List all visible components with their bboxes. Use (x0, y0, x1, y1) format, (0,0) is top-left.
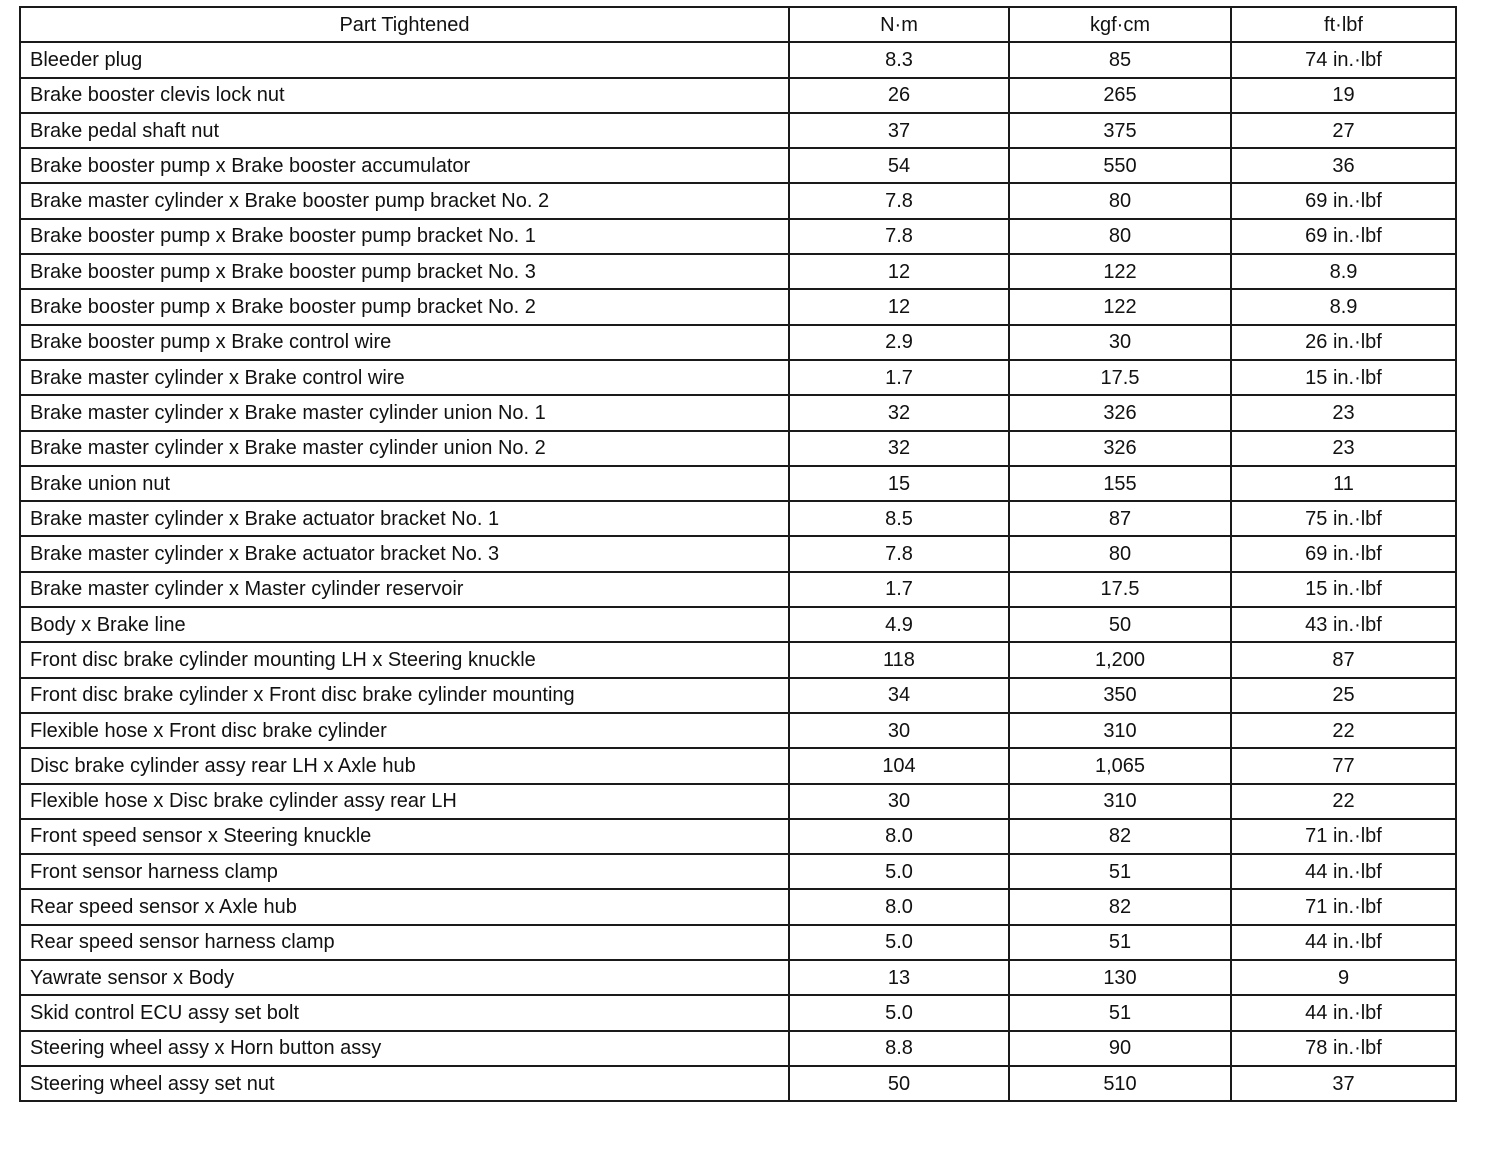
cell-kgf-cm: 51 (1009, 995, 1231, 1030)
table-row (20, 254, 1456, 289)
table-row (20, 183, 1456, 218)
cell-part-tightened: Brake union nut (20, 466, 789, 501)
cell-part-tightened: Front speed sensor x Steering knuckle (20, 819, 789, 854)
cell-ft-lbf: 9 (1231, 960, 1456, 995)
cell-ft-lbf: 8.9 (1231, 254, 1456, 289)
cell-ft-lbf: 44 in.·lbf (1231, 925, 1456, 960)
cell-kgf-cm: 51 (1009, 925, 1231, 960)
table-row (20, 889, 1456, 924)
cell-part-tightened: Flexible hose x Front disc brake cylinder (20, 713, 789, 748)
table-row (20, 713, 1456, 748)
cell-ft-lbf: 19 (1231, 78, 1456, 113)
cell-ft-lbf: 15 in.·lbf (1231, 572, 1456, 607)
cell-ft-lbf: 23 (1231, 431, 1456, 466)
table-row (20, 748, 1456, 783)
cell-kgf-cm: 122 (1009, 289, 1231, 324)
cell-part-tightened: Bleeder plug (20, 42, 789, 77)
cell-kgf-cm: 82 (1009, 819, 1231, 854)
cell-newton-meter: 7.8 (789, 219, 1009, 254)
header-part-tightened: Part Tightened (20, 7, 789, 42)
cell-ft-lbf: 71 in.·lbf (1231, 889, 1456, 924)
cell-kgf-cm: 50 (1009, 607, 1231, 642)
table-row (20, 466, 1456, 501)
table-row (20, 42, 1456, 77)
cell-part-tightened: Brake booster pump x Brake booster pump bracket No. 1 (20, 219, 789, 254)
cell-newton-meter: 15 (789, 466, 1009, 501)
cell-newton-meter: 8.0 (789, 819, 1009, 854)
cell-kgf-cm: 326 (1009, 431, 1231, 466)
cell-ft-lbf: 37 (1231, 1066, 1456, 1101)
table-row (20, 289, 1456, 324)
cell-newton-meter: 34 (789, 678, 1009, 713)
cell-kgf-cm: 51 (1009, 854, 1231, 889)
cell-part-tightened: Brake master cylinder x Brake control wire (20, 360, 789, 395)
cell-part-tightened: Disc brake cylinder assy rear LH x Axle hub (20, 748, 789, 783)
cell-kgf-cm: 17.5 (1009, 572, 1231, 607)
cell-part-tightened: Flexible hose x Disc brake cylinder assy rear LH (20, 784, 789, 819)
cell-ft-lbf: 69 in.·lbf (1231, 219, 1456, 254)
cell-newton-meter: 2.9 (789, 325, 1009, 360)
cell-newton-meter: 118 (789, 642, 1009, 677)
cell-kgf-cm: 1,065 (1009, 748, 1231, 783)
cell-kgf-cm: 155 (1009, 466, 1231, 501)
cell-part-tightened: Front sensor harness clamp (20, 854, 789, 889)
cell-kgf-cm: 17.5 (1009, 360, 1231, 395)
table-row (20, 148, 1456, 183)
cell-kgf-cm: 90 (1009, 1031, 1231, 1066)
cell-kgf-cm: 30 (1009, 325, 1231, 360)
cell-part-tightened: Brake booster pump x Brake booster pump bracket No. 2 (20, 289, 789, 324)
cell-ft-lbf: 11 (1231, 466, 1456, 501)
cell-ft-lbf: 75 in.·lbf (1231, 501, 1456, 536)
cell-part-tightened: Brake booster pump x Brake booster accumulator (20, 148, 789, 183)
cell-part-tightened: Brake master cylinder x Brake actuator bracket No. 1 (20, 501, 789, 536)
cell-part-tightened: Rear speed sensor harness clamp (20, 925, 789, 960)
cell-part-tightened: Brake master cylinder x Brake master cylinder union No. 2 (20, 431, 789, 466)
cell-newton-meter: 30 (789, 713, 1009, 748)
cell-kgf-cm: 87 (1009, 501, 1231, 536)
cell-kgf-cm: 550 (1009, 148, 1231, 183)
table-header-row (20, 7, 1456, 42)
cell-kgf-cm: 510 (1009, 1066, 1231, 1101)
cell-kgf-cm: 122 (1009, 254, 1231, 289)
cell-kgf-cm: 350 (1009, 678, 1231, 713)
cell-ft-lbf: 8.9 (1231, 289, 1456, 324)
cell-part-tightened: Steering wheel assy x Horn button assy (20, 1031, 789, 1066)
cell-part-tightened: Yawrate sensor x Body (20, 960, 789, 995)
table-row (20, 678, 1456, 713)
cell-ft-lbf: 22 (1231, 784, 1456, 819)
cell-newton-meter: 104 (789, 748, 1009, 783)
cell-newton-meter: 8.3 (789, 42, 1009, 77)
table-row (20, 854, 1456, 889)
cell-newton-meter: 8.5 (789, 501, 1009, 536)
table-row (20, 607, 1456, 642)
cell-newton-meter: 5.0 (789, 854, 1009, 889)
cell-ft-lbf: 74 in.·lbf (1231, 42, 1456, 77)
cell-part-tightened: Body x Brake line (20, 607, 789, 642)
table-row (20, 925, 1456, 960)
cell-newton-meter: 4.9 (789, 607, 1009, 642)
cell-ft-lbf: 22 (1231, 713, 1456, 748)
cell-newton-meter: 13 (789, 960, 1009, 995)
table-row (20, 431, 1456, 466)
table-row (20, 960, 1456, 995)
cell-kgf-cm: 375 (1009, 113, 1231, 148)
cell-part-tightened: Rear speed sensor x Axle hub (20, 889, 789, 924)
cell-part-tightened: Front disc brake cylinder mounting LH x Steering knuckle (20, 642, 789, 677)
cell-newton-meter: 30 (789, 784, 1009, 819)
cell-newton-meter: 12 (789, 254, 1009, 289)
table-row (20, 1066, 1456, 1101)
cell-part-tightened: Brake master cylinder x Brake actuator bracket No. 3 (20, 536, 789, 571)
header-kgf-cm: kgf·cm (1009, 7, 1231, 42)
cell-ft-lbf: 36 (1231, 148, 1456, 183)
cell-kgf-cm: 80 (1009, 183, 1231, 218)
cell-newton-meter: 54 (789, 148, 1009, 183)
cell-ft-lbf: 44 in.·lbf (1231, 854, 1456, 889)
cell-ft-lbf: 78 in.·lbf (1231, 1031, 1456, 1066)
cell-kgf-cm: 80 (1009, 536, 1231, 571)
cell-ft-lbf: 23 (1231, 395, 1456, 430)
table-row (20, 819, 1456, 854)
cell-newton-meter: 7.8 (789, 183, 1009, 218)
cell-ft-lbf: 77 (1231, 748, 1456, 783)
cell-ft-lbf: 71 in.·lbf (1231, 819, 1456, 854)
torque-specification-table (19, 6, 1457, 1102)
table-row (20, 995, 1456, 1030)
cell-ft-lbf: 87 (1231, 642, 1456, 677)
cell-ft-lbf: 69 in.·lbf (1231, 183, 1456, 218)
cell-newton-meter: 50 (789, 1066, 1009, 1101)
cell-part-tightened: Brake master cylinder x Master cylinder reservoir (20, 572, 789, 607)
table-row (20, 219, 1456, 254)
cell-ft-lbf: 15 in.·lbf (1231, 360, 1456, 395)
cell-ft-lbf: 26 in.·lbf (1231, 325, 1456, 360)
header-ft-lbf: ft·lbf (1231, 7, 1456, 42)
cell-newton-meter: 1.7 (789, 572, 1009, 607)
table-row (20, 642, 1456, 677)
cell-ft-lbf: 43 in.·lbf (1231, 607, 1456, 642)
cell-kgf-cm: 1,200 (1009, 642, 1231, 677)
cell-kgf-cm: 310 (1009, 784, 1231, 819)
table-row (20, 325, 1456, 360)
cell-part-tightened: Brake booster pump x Brake control wire (20, 325, 789, 360)
table-row (20, 1031, 1456, 1066)
table-row (20, 395, 1456, 430)
cell-part-tightened: Brake master cylinder x Brake booster pump bracket No. 2 (20, 183, 789, 218)
cell-kgf-cm: 80 (1009, 219, 1231, 254)
cell-newton-meter: 5.0 (789, 995, 1009, 1030)
cell-newton-meter: 8.8 (789, 1031, 1009, 1066)
cell-part-tightened: Steering wheel assy set nut (20, 1066, 789, 1101)
cell-kgf-cm: 130 (1009, 960, 1231, 995)
cell-ft-lbf: 44 in.·lbf (1231, 995, 1456, 1030)
table-row (20, 501, 1456, 536)
cell-newton-meter: 12 (789, 289, 1009, 324)
table-body (20, 42, 1456, 1101)
cell-newton-meter: 37 (789, 113, 1009, 148)
cell-part-tightened: Skid control ECU assy set bolt (20, 995, 789, 1030)
table-row (20, 113, 1456, 148)
table-row (20, 784, 1456, 819)
table-row (20, 572, 1456, 607)
cell-kgf-cm: 326 (1009, 395, 1231, 430)
cell-part-tightened: Brake booster clevis lock nut (20, 78, 789, 113)
cell-kgf-cm: 85 (1009, 42, 1231, 77)
cell-newton-meter: 8.0 (789, 889, 1009, 924)
cell-ft-lbf: 69 in.·lbf (1231, 536, 1456, 571)
cell-ft-lbf: 25 (1231, 678, 1456, 713)
cell-part-tightened: Brake master cylinder x Brake master cylinder union No. 1 (20, 395, 789, 430)
cell-part-tightened: Front disc brake cylinder x Front disc brake cylinder mounting (20, 678, 789, 713)
cell-part-tightened: Brake pedal shaft nut (20, 113, 789, 148)
cell-kgf-cm: 82 (1009, 889, 1231, 924)
cell-ft-lbf: 27 (1231, 113, 1456, 148)
cell-newton-meter: 7.8 (789, 536, 1009, 571)
table-row (20, 78, 1456, 113)
cell-part-tightened: Brake booster pump x Brake booster pump bracket No. 3 (20, 254, 789, 289)
table-row (20, 360, 1456, 395)
cell-newton-meter: 5.0 (789, 925, 1009, 960)
cell-kgf-cm: 265 (1009, 78, 1231, 113)
cell-kgf-cm: 310 (1009, 713, 1231, 748)
cell-newton-meter: 32 (789, 431, 1009, 466)
table-row (20, 536, 1456, 571)
cell-newton-meter: 1.7 (789, 360, 1009, 395)
header-newton-meter: N·m (789, 7, 1009, 42)
cell-newton-meter: 26 (789, 78, 1009, 113)
cell-newton-meter: 32 (789, 395, 1009, 430)
